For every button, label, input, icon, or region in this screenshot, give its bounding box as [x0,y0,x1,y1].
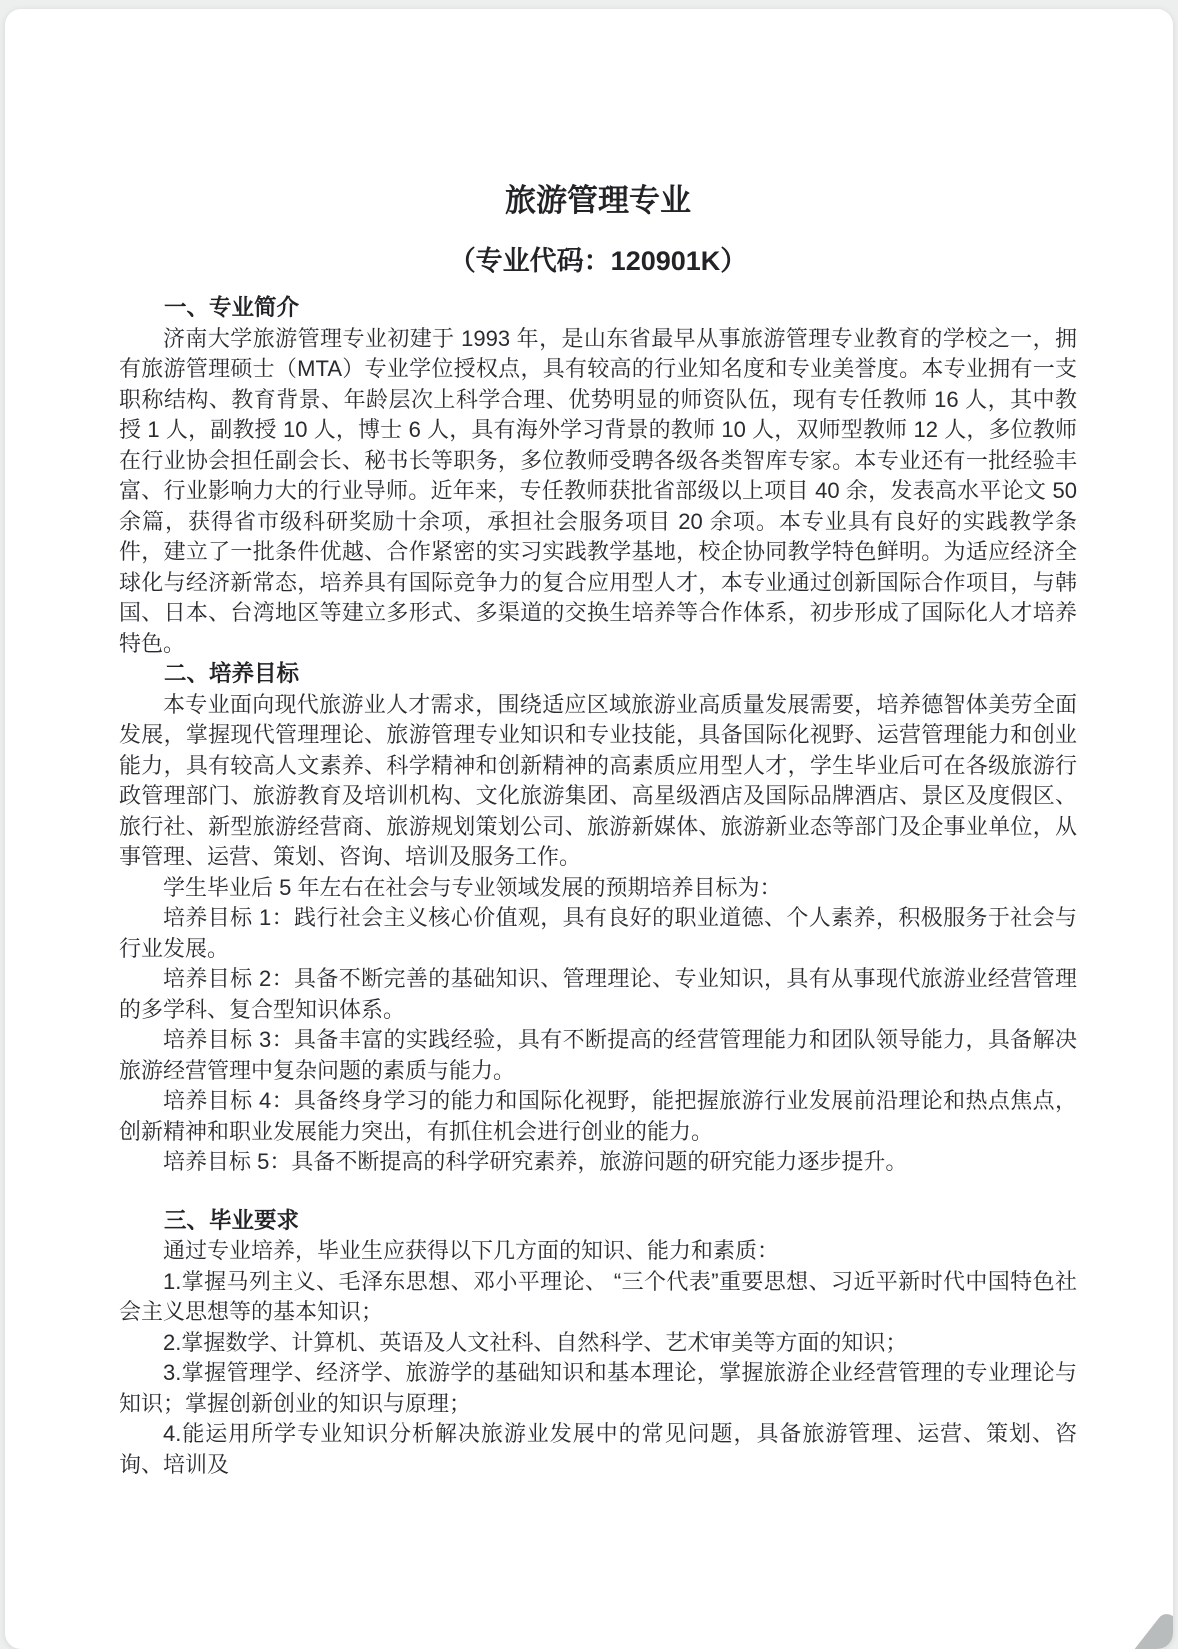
paragraph: 济南大学旅游管理专业初建于 1993 年，是山东省最早从事旅游管理专业教育的学校之一，拥有旅游管理硕士（MTA）专业学位授权点，具有较高的行业知名度和专业美誉度。本专业拥有一支职称结构、教育背景、年龄层次上科学合理、优势明显的师资队伍，现有专任教师 16 人，其中教授 1 人，副教授 10 人，博士 6 人，具有海外学习背景的教师 10 人，双师型教师 12 人，多位教师在行业协会担任副会长、秘书长等职务，多位教师受聘各级各类智库专家。本专业还有一批经验丰富、行业影响力大的行业导师。近年来，专任教师获批省部级以上项目 40 余，发表高水平论文 50 余篇，获得省市级科研奖励十余项，承担社会服务项目 20 余项。本专业具有良好的实践教学条件，建立了一批条件优越、合作紧密的实习实践教学基地，校企协同教学特色鲜明。为适应经济全球化与经济新常态，培养具有国际竞争力的复合应用型人才，本专业通过创新国际合作项目，与韩国、日本、台湾地区等建立多形式、多渠道的交换生培养等合作体系，初步形成了国际化人才培养特色。 [119,325,1077,656]
section-3 [119,1206,1077,1481]
section-heading: 二、培养目标 [164,661,300,686]
section-heading: 三、毕业要求 [164,1207,300,1233]
paragraph: 3.掌握管理学、经济学、旅游学的基础知识和基本理论，掌握旅游企业经营管理的专业理论与知识；掌握创新创业的知识与原理； [119,1360,1077,1416]
page-title: 旅游管理专业 [505,183,691,218]
paragraph: 1.掌握马列主义、毛泽东思想、邓小平理论、 “三个代表”重要思想、习近平新时代中国特色社会主义思想等的基本知识； [119,1268,1077,1324]
paragraph: 2.掌握数学、计算机、英语及人文社科、自然科学、艺术审美等方面的知识； [163,1329,908,1355]
paragraph: 培养目标 5：具备不断提高的科学研究素养，旅游问题的研究能力逐步提升。 [163,1149,908,1174]
paragraph: 4.能运用所学专业知识分析解决旅游业发展中的常见问题，具备旅游管理、运营、策划、咨询、培训及 [119,1421,1077,1477]
paragraph: 培养目标 4：具备终身学习的能力和国际化视野，能把握旅游行业发展前沿理论和热点焦点，创新精神和职业发展能力突出，有抓住机会进行创业的能力。 [119,1088,1077,1144]
paragraph: 培养目标 3：具备丰富的实践经验，具有不断提高的经营管理能力和团队领导能力，具备解决旅游经营管理中复杂问题的素质与能力。 [119,1027,1077,1083]
paragraph: 学生毕业后 5 年左右在社会与专业领域发展的预期培养目标为： [163,874,782,900]
major-code-subtitle: （专业代码：120901K） [448,246,748,276]
paragraph: 培养目标 1：践行社会主义核心价值观，具有良好的职业道德、个人素养，积极服务于社会与行业发展。 [119,905,1077,961]
paragraph: 培养目标 2：具备不断完善的基础知识、管理理论、专业知识，具有从事现代旅游业经营管理的多学科、复合型知识体系。 [119,966,1077,1022]
section-1 [119,293,1077,659]
document-page [5,9,1173,1649]
sections [119,293,1077,1480]
section-2 [119,659,1077,1178]
section-heading: 一、专业简介 [164,295,300,320]
paragraph: 本专业面向现代旅游业人才需求，围绕适应区域旅游业高质量发展需要，培养德智体美劳全面发展，掌握现代管理理论、旅游管理专业知识和专业技能，具备国际化视野、运营管理能力和创业能力，具有较高人文素养、科学精神和创新精神的高素质应用型人才，学生毕业后可在各级旅游行政管理部门、旅游教育及培训机构、文化旅游集团、高星级酒店及国际品牌酒店、景区及度假区、旅行社、新型旅游经营商、旅游规划策划公司、旅游新媒体、旅游新业态等部门及企事业单位，从事管理、运营、策划、咨询、培训及服务工作。 [119,691,1077,869]
document-content [5,9,1173,1480]
paragraph: 通过专业培养，毕业生应获得以下几方面的知识、能力和素质： [163,1238,780,1263]
photo-corner-shade [1110,1610,1173,1649]
